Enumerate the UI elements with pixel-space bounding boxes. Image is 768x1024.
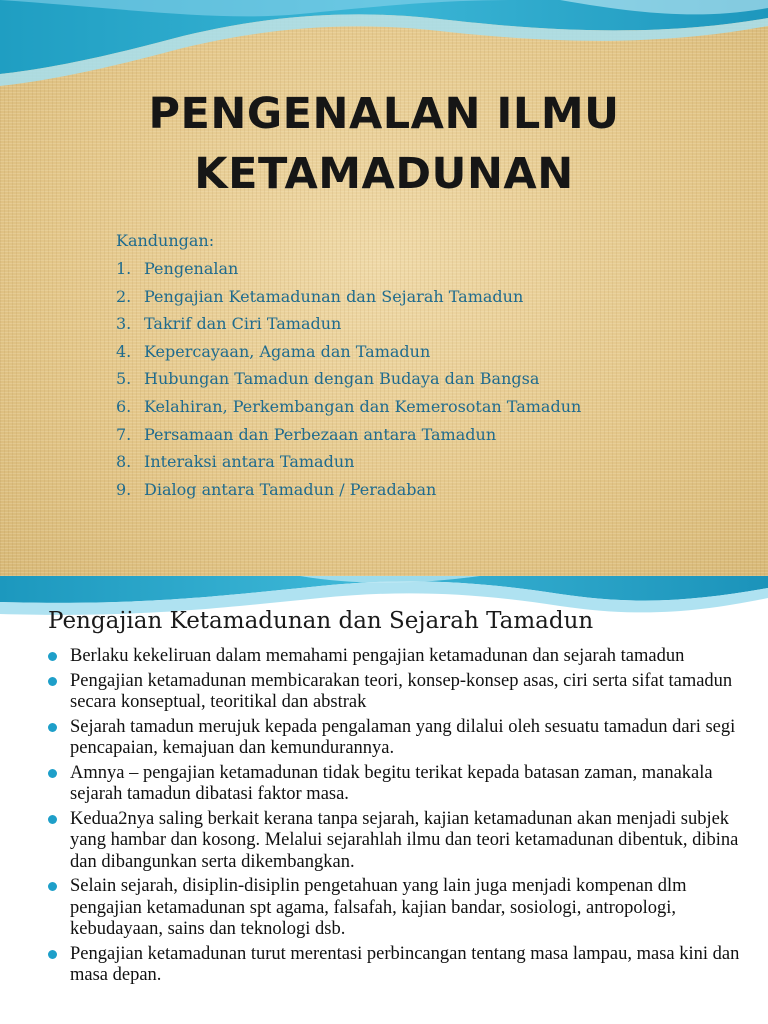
bullet-text: Kedua2nya saling berkait kerana tanpa sejarah, kajian ketamadunan akan menjadi subjek yang hambar dan kosong. Melalui sejarahlah ilmu dan teori ketamadunan dibentuk, dibina dan dibangunkan serta dikembangkan. — [70, 808, 739, 872]
item-text: Takrif dan Ciri Tamadun — [144, 314, 342, 334]
bullet-item — [46, 876, 758, 941]
bullet-dot-icon — [48, 882, 57, 891]
bullet-dot-icon — [48, 769, 57, 778]
list-item — [116, 449, 355, 477]
list-item — [116, 311, 342, 339]
slide-2 — [0, 576, 768, 1024]
list-item — [116, 256, 239, 284]
bullet-dot-icon — [48, 677, 57, 686]
list-item — [116, 394, 582, 422]
list-item — [116, 339, 431, 367]
item-text: Kepercayaan, Agama dan Tamadun — [144, 341, 431, 361]
item-text: Persamaan dan Perbezaan antara Tamadun — [144, 424, 497, 444]
item-number: 3. — [116, 314, 132, 334]
bullet-list — [46, 646, 758, 990]
bullet-text: Sejarah tamadun merujuk kepada pengalaman yang dilalui oleh sesuatu tamadun dari segi pencapaian, kemajuan dan kemundurannya. — [70, 716, 736, 758]
bullet-dot-icon — [48, 950, 57, 959]
item-number: 7. — [116, 424, 132, 444]
item-text: Interaksi antara Tamadun — [144, 452, 355, 472]
slide-2-title: Pengajian Ketamadunan dan Sejarah Tamadun — [48, 608, 594, 634]
bullet-dot-icon — [48, 815, 57, 824]
title-line-1: PENGENALAN ILMU — [148, 89, 620, 139]
bullet-item — [46, 646, 758, 668]
item-number: 2. — [116, 286, 132, 306]
bullet-text: Berlaku kekeliruan dalam memahami pengajian ketamadunan dan sejarah tamadun — [70, 646, 685, 666]
contents-heading: Kandungan: — [116, 231, 215, 250]
item-number: 5. — [116, 369, 132, 389]
contents-list — [116, 228, 582, 504]
bullet-text: Pengajian ketamadunan membicarakan teori, konsep-konsep asas, ciri serta sifat tamadun secara konseptual, teoritikal dan abstrak — [70, 670, 733, 712]
bullet-dot-icon — [48, 723, 57, 732]
item-text: Pengajian Ketamadunan dan Sejarah Tamadun — [144, 286, 524, 306]
item-text: Kelahiran, Perkembangan dan Kemerosotan Tamadun — [144, 396, 582, 416]
item-number: 8. — [116, 452, 132, 472]
bullet-text: Amnya – pengajian ketamadunan tidak begitu terikat kepada batasan zaman, manakala sejarah tamadun dibatasi faktor masa. — [70, 762, 713, 804]
item-number: 9. — [116, 479, 132, 499]
bullet-item — [46, 809, 758, 874]
slide-1-title — [0, 84, 768, 204]
bullet-dot-icon — [48, 652, 57, 661]
bullet-text: Selain sejarah, disiplin-disiplin pengetahuan yang lain juga menjadi kompenan dlm pengajian ketamadunan spt agama, falsafah, kajian bandar, sosiologi, antropologi, kebudayaan, sains dan teknologi dsb. — [70, 876, 687, 939]
bullet-item — [46, 944, 758, 987]
list-item — [116, 366, 540, 394]
bullet-text: Pengajian ketamadunan turut merentasi perbincangan tentang masa lampau, masa kini dan masa depan. — [70, 943, 740, 985]
item-number: 6. — [116, 396, 132, 416]
list-item — [116, 284, 524, 312]
item-number: 4. — [116, 341, 132, 361]
bullet-item — [46, 671, 758, 714]
item-text: Hubungan Tamadun dengan Budaya dan Bangsa — [144, 369, 540, 389]
item-text: Pengenalan — [144, 259, 239, 278]
list-item — [116, 477, 437, 505]
title-line-2: KETAMADUNAN — [194, 149, 574, 199]
bullet-item — [46, 717, 758, 760]
list-item — [116, 422, 497, 450]
item-text: Dialog antara Tamadun / Peradaban — [144, 479, 437, 499]
item-number: 1. — [116, 259, 132, 278]
bullet-item — [46, 763, 758, 806]
